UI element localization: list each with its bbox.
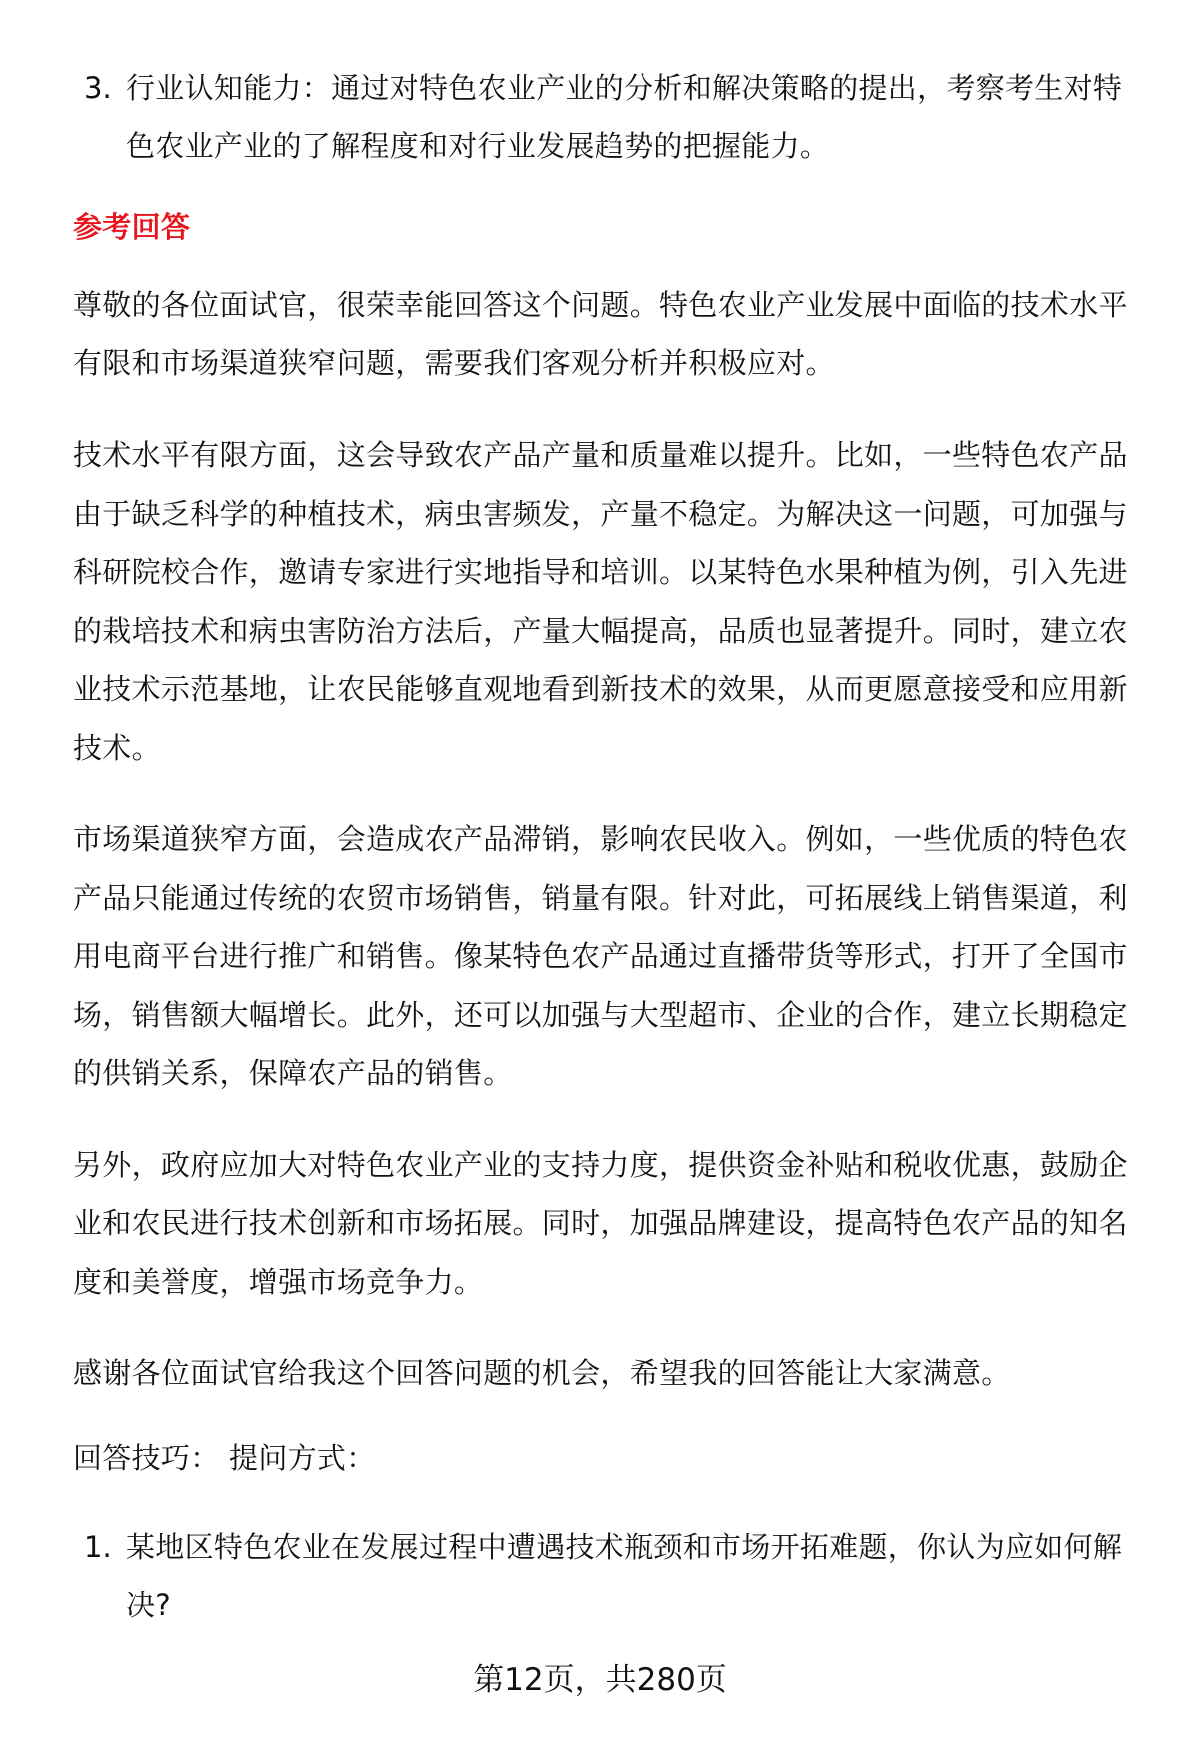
list-number: 3.	[84, 71, 112, 105]
paragraph-line: 产品只能通过传统的农贸市场销售，销量有限。针对此，可拓展线上销售渠道，利	[73, 881, 1128, 915]
paragraph-line: 技术。	[73, 731, 161, 765]
section-heading: 参考回答	[73, 210, 191, 244]
question-text: 某地区特色农业在发展过程中遭遇技术瓶颈和市场开拓难题，你认为应如何解	[126, 1530, 1123, 1564]
paragraph-line: 科研院校合作，邀请专家进行实地指导和培训。以某特色水果种植为例，引入先进	[73, 555, 1128, 589]
paragraph-line: 有限和市场渠道狭窄问题，需要我们客观分析并积极应对。	[73, 346, 835, 380]
list-item-text: 行业认知能力：通过对特色农业产业的分析和解决策略的提出，考察考生对特	[126, 71, 1123, 105]
paragraph-line: 用电商平台进行推广和销售。像某特色农产品通过直播带货等形式，打开了全国市	[73, 939, 1128, 973]
paragraph-line: 业和农民进行技术创新和市场拓展。同时，加强品牌建设，提高特色农产品的知名	[73, 1206, 1128, 1240]
paragraph-line: 的供销关系，保障农产品的销售。	[73, 1056, 513, 1090]
paragraph-line: 度和美誉度，增强市场竞争力。	[73, 1265, 484, 1299]
paragraph-line: 感谢各位面试官给我这个回答问题的机会，希望我的回答能让大家满意。	[73, 1356, 1011, 1390]
tips-label: 回答技巧： 提问方式：	[73, 1441, 376, 1475]
paragraph-line: 技术水平有限方面，这会导致农产品产量和质量难以提升。比如，一些特色农产品	[73, 438, 1128, 472]
paragraph-line: 的栽培技术和病虫害防治方法后，产量大幅提高，品质也显著提升。同时，建立农	[73, 614, 1128, 648]
list-item-text: 色农业产业的了解程度和对行业发展趋势的把握能力。	[126, 129, 830, 163]
list-number: 1.	[84, 1530, 112, 1564]
paragraph-line: 尊敬的各位面试官，很荣幸能回答这个问题。特色农业产业发展中面临的技术水平	[73, 288, 1128, 322]
paragraph-line: 场，销售额大幅增长。此外，还可以加强与大型超市、企业的合作，建立长期稳定	[73, 998, 1128, 1032]
paragraph-line: 由于缺乏科学的种植技术，病虫害频发，产量不稳定。为解决这一问题，可加强与	[73, 497, 1128, 531]
page-number: 第12页，共280页	[473, 1662, 727, 1698]
paragraph-line: 市场渠道狭窄方面，会造成农产品滞销，影响农民收入。例如，一些优质的特色农	[73, 822, 1128, 856]
paragraph-line: 另外，政府应加大对特色农业产业的支持力度，提供资金补贴和税收优惠，鼓励企	[73, 1148, 1128, 1182]
question-text: 决?	[126, 1588, 171, 1622]
paragraph-line: 业技术示范基地，让农民能够直观地看到新技术的效果，从而更愿意接受和应用新	[73, 672, 1128, 706]
